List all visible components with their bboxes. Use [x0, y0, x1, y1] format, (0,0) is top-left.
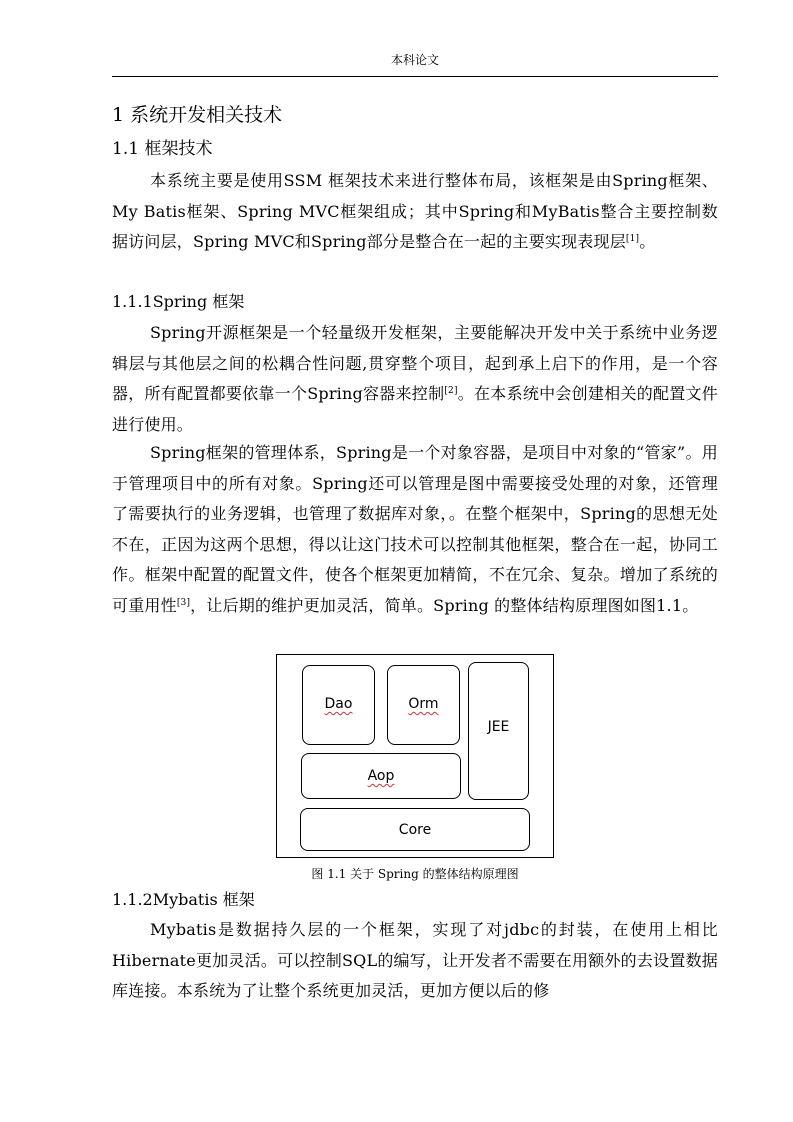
block-core: [300, 808, 530, 851]
block-dao-label: Dao: [324, 696, 353, 712]
paragraph-spring-intro: [112, 318, 718, 440]
block-orm-label: Orm: [408, 696, 439, 712]
paragraph-text-end: 。: [639, 232, 656, 251]
block-dao: [302, 665, 375, 745]
citation-ref: [1]: [625, 234, 640, 244]
paragraph-spring-management: [112, 438, 718, 621]
running-header: 本科论文: [390, 53, 439, 67]
paragraph-mybatis-intro: [112, 915, 718, 1007]
citation-ref: [3]: [176, 597, 191, 608]
section-1-heading: 1 系统开发相关技术: [112, 104, 283, 126]
paragraph-text-end: ，让后期的维护更加灵活，简单。Spring 的整体结构原理图如图1.1。: [190, 595, 699, 615]
header-rule: [112, 76, 718, 77]
section-1-1-heading: 1.1 框架技术: [112, 139, 213, 159]
paragraph-text: Spring开源框架是一个轻量级开发框架，主要能解决开发中关于系统中业务逻辑层与其他层之间的松耦合性问题,贯穿整个项目，起到承上启下的作用，是一个容器，所有配置都要依靠一个Spring容器来控制: [112, 323, 718, 403]
spring-architecture-figure: [276, 654, 554, 858]
paragraph-text: Spring框架的管理体系，Spring是一个对象容器，是项目中对象的“管家”。用于管理项目中的所有对象。Spring还可以管理是图中需要接受处理的对象，还管理了需要执行的业务逻辑，也管理了数据库对象，。在整个框架中，Spring的思想无处不在，正因为这两个思想，得以让这门技术可以控制其他框架，整合在一起，协同工作。框架中配置的配置文件，使各个框架更加精简，不在冗余、复杂。增加了系统的可重用性: [112, 443, 718, 615]
block-aop-label: Aop: [367, 768, 395, 784]
paragraph-ssm-intro: [112, 166, 718, 258]
citation-ref: [2]: [444, 386, 458, 396]
block-core-label: Core: [398, 821, 432, 838]
paragraph-text: Mybatis是数据持久层的一个框架，实现了对jdbc的封装，在使用上相比Hibernate更加灵活。可以控制SQL的编写，让开发者不需要在用额外的去设置数据库连接。本系统为了让整个系统更加灵活，更加方便以后的修: [112, 920, 718, 1000]
block-jee-label: JEE: [487, 719, 510, 735]
paragraph-text-end: 。在本系统中会创建相关的配置文件进行使用。: [112, 384, 718, 434]
block-orm: [387, 665, 460, 745]
section-1-1-2-heading: 1.1.2Mybatis 框架: [112, 890, 255, 909]
block-aop: [301, 753, 461, 799]
section-1-1-1-heading: 1.1.1Spring 框架: [112, 292, 245, 311]
paragraph-text: 本系统主要是使用SSM 框架技术来进行整体布局，该框架是由Spring框架、My Batis框架、Spring MVC框架组成；其中Spring和MyBatis整合主要控制数据访问层，Spring MVC和Spring部分是整合在一起的主要实现表现层: [112, 171, 718, 251]
block-jee: [468, 662, 529, 800]
figure-caption: 图 1.1 关于 Spring 的整体结构原理图: [311, 867, 519, 881]
